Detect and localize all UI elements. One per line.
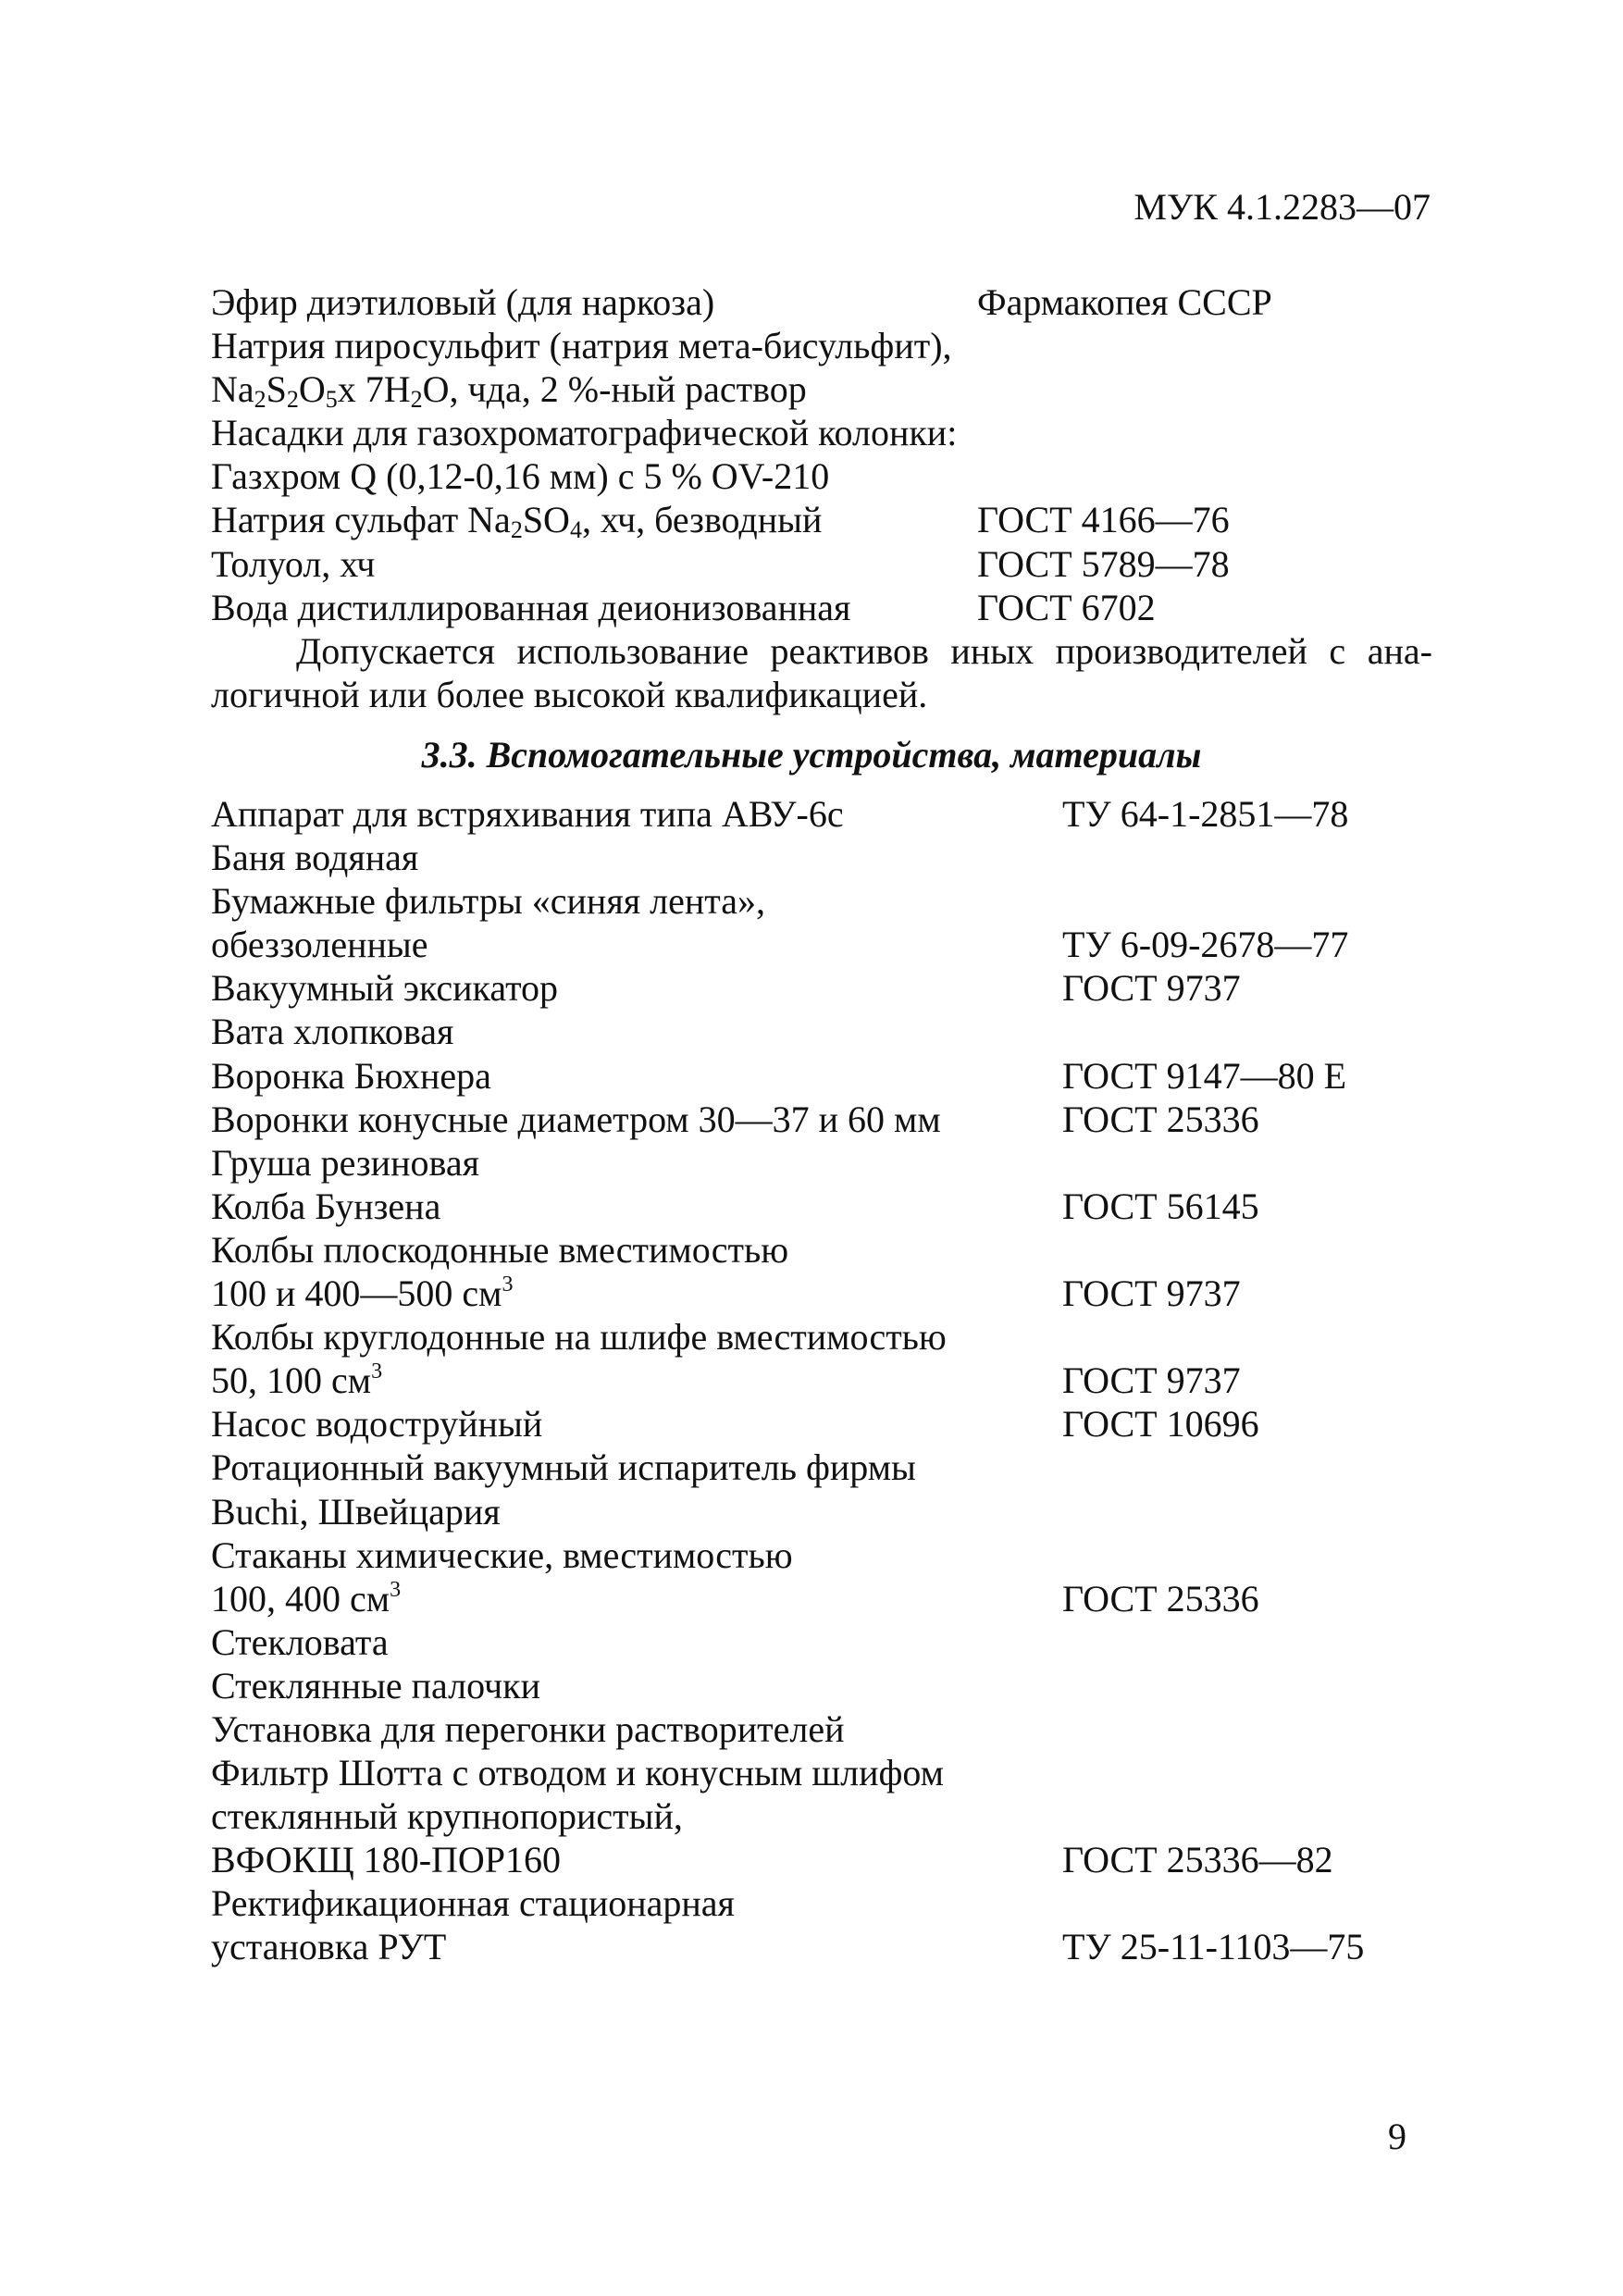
device-name: Баня водяная (211, 837, 419, 879)
device-row (211, 1490, 1432, 1533)
device-standard: ТУ 25-11-1103—75 (1062, 1926, 1365, 1968)
device-row (211, 1881, 1432, 1925)
device-row (211, 1272, 1432, 1315)
device-row (211, 1533, 1432, 1577)
device-name: Колбы круглодонные на шлифе вместимостью (211, 1316, 947, 1359)
device-row (211, 1620, 1432, 1664)
reagent-row (211, 498, 1432, 544)
device-name: Насос водоструйный (211, 1403, 543, 1446)
device-name: Воронка Бюхнера (211, 1054, 491, 1097)
reagent-row (211, 542, 1432, 586)
device-row (211, 836, 1432, 879)
reagent-formula: Натрия сульфат $Na_2SO_4$, хч, безводный (211, 499, 823, 544)
reagent-name: Эфир диэтиловый (для наркоза) (211, 281, 715, 323)
device-row (211, 1446, 1432, 1489)
reagent-standard: Фармакопея СССР (977, 281, 1272, 323)
device-standard: ГОСТ 9737 (1062, 967, 1241, 1010)
device-row (211, 1359, 1432, 1402)
device-standard: ТУ 6-09-2678—77 (1062, 924, 1349, 966)
reagent-name: Вода дистиллированная деионизованная (211, 586, 851, 628)
device-standard: ТУ 64-1-2851—78 (1062, 793, 1349, 835)
device-name: Бумажные фильтры «синяя лента», (211, 880, 765, 923)
device-name: Воронки конусные диаметром 30—37 и 60 мм (211, 1098, 941, 1140)
note-line: Допускается использование реактивов иных производителей с ана- (296, 630, 1432, 672)
device-name: Груша резиновая (211, 1141, 479, 1184)
device-name: Стаканы химические, вместимостью (211, 1533, 793, 1576)
device-name: 100, 400 $см^3$ (211, 1577, 402, 1620)
device-name: Стеклянные палочки (211, 1664, 541, 1706)
reagent-row (211, 586, 1432, 629)
reagent-standard: ГОСТ 5789—78 (977, 542, 1230, 585)
device-name: Вата хлопковая (211, 1011, 454, 1053)
device-name: Стекловата (211, 1620, 389, 1663)
device-row (211, 1010, 1432, 1053)
reagent-name: Натрия пиросульфит (натрия мета-бисульфит), (211, 325, 952, 367)
device-row (211, 1098, 1432, 1141)
devices-list (211, 792, 1432, 1969)
device-row (211, 1751, 1432, 1794)
device-standard: ГОСТ 25336 (1062, 1098, 1259, 1140)
device-row (211, 966, 1432, 1010)
device-standard: ГОСТ 9737 (1062, 1359, 1241, 1402)
device-standard: ГОСТ 9737 (1062, 1272, 1241, 1315)
device-name: Ротационный вакуумный испаритель фирмы (211, 1446, 916, 1489)
device-name: Фильтр Шотта с отводом и конусным шлифом (211, 1752, 944, 1794)
device-name: 100 и 400—500 $см^3$ (211, 1272, 514, 1315)
device-name: Ректификационная стационарная (211, 1882, 735, 1925)
section-heading: 3.3. Вспомогательные устройства, материалы (421, 734, 1202, 776)
reagents-list (211, 280, 1432, 629)
device-standard: ГОСТ 56145 (1062, 1185, 1259, 1227)
page-number: 9 (1388, 2116, 1406, 2157)
device-name: стеклянный крупнопористый, (211, 1795, 683, 1838)
device-name: 50, 100 $см^3$ (211, 1359, 383, 1402)
device-row (211, 879, 1432, 923)
device-row (211, 1577, 1432, 1620)
device-name: Вакуумный эксикатор (211, 967, 559, 1010)
device-row (211, 1228, 1432, 1272)
device-row (211, 1054, 1432, 1098)
device-row (211, 1838, 1432, 1881)
device-row (211, 1141, 1432, 1185)
device-row (211, 1925, 1432, 1968)
device-row (211, 923, 1432, 966)
device-name: обеззоленные (211, 924, 428, 966)
device-name: Установка для перегонки растворителей (211, 1707, 845, 1750)
device-row (211, 792, 1432, 836)
device-standard: ГОСТ 9147—80 Е (1062, 1054, 1347, 1097)
note-line: логичной или более высокой квалификацией. (211, 674, 928, 716)
device-standard: ГОСТ 25336 (1062, 1577, 1259, 1620)
device-name: Аппарат для встряхивания типа АВУ-6с (211, 793, 844, 835)
reagent-row (211, 280, 1432, 324)
reagent-name: Газхром Q (0,12-0,16 мм) с 5 % OV-210 (211, 455, 830, 498)
reagent-formula: $Na_2S_2O_5х$ $7H_2O$, чда, 2 %-ный раствор (211, 368, 807, 414)
device-row (211, 1794, 1432, 1838)
reagent-row (211, 411, 1432, 454)
device-row (211, 1664, 1432, 1707)
device-name: Колбы плоскодонные вместимостью (211, 1228, 789, 1271)
device-row (211, 1402, 1432, 1446)
document-code: МУК 4.1.2283—07 (1134, 186, 1431, 228)
device-row (211, 1315, 1432, 1359)
device-name: Buchi, Швейцария (211, 1490, 501, 1533)
device-row (211, 1707, 1432, 1751)
device-name: установка РУТ (211, 1926, 447, 1968)
device-name: ВФОКЩ 180-ПОР160 (211, 1839, 562, 1881)
note-paragraph (211, 629, 1432, 716)
reagent-name: Толуол, хч (211, 542, 376, 585)
reagent-row (211, 454, 1432, 498)
reagent-row (211, 367, 1432, 414)
device-name: Колба Бунзена (211, 1185, 441, 1227)
reagent-standard: ГОСТ 6702 (977, 586, 1156, 628)
device-row (211, 1185, 1432, 1228)
reagent-row (211, 324, 1432, 367)
reagent-standard: ГОСТ 4166—76 (977, 499, 1230, 541)
device-standard: ГОСТ 10696 (1062, 1403, 1259, 1446)
device-standard: ГОСТ 25336—82 (1062, 1839, 1333, 1881)
reagent-name: Насадки для газохроматографической колонки: (211, 412, 958, 454)
